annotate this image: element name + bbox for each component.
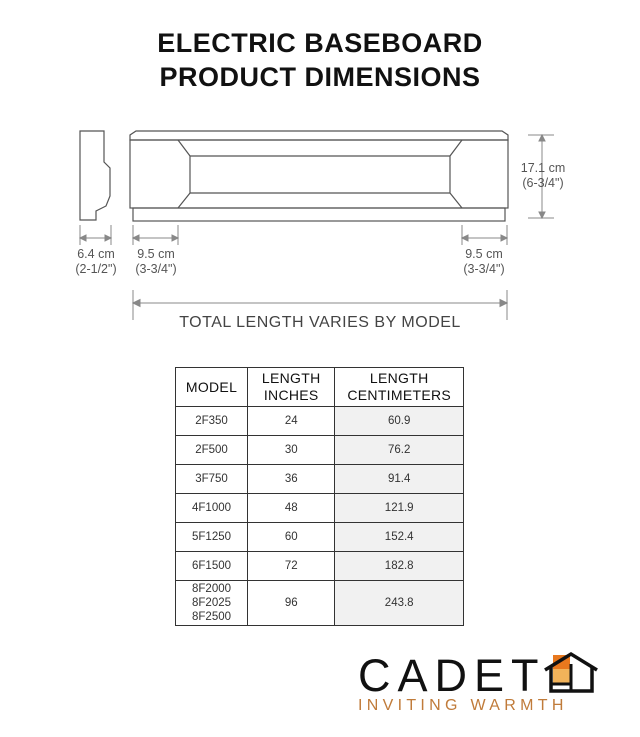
header-model: MODEL (176, 368, 248, 407)
cell-inches: 48 (248, 494, 335, 523)
cell-cm: 60.9 (335, 407, 464, 436)
left-end-in: (3-3/4") (135, 262, 177, 276)
side-profile-drawing (80, 131, 110, 220)
cell-cm: 121.9 (335, 494, 464, 523)
table-header-row (176, 368, 464, 407)
left-end-cm: 9.5 cm (137, 247, 175, 261)
cell-model: 2F350 (176, 407, 248, 436)
cell-inches: 30 (248, 436, 335, 465)
front-view-drawing (130, 131, 508, 221)
cell-cm: 91.4 (335, 465, 464, 494)
table-row (176, 407, 464, 436)
left-end-label (123, 247, 189, 277)
depth-label (64, 247, 128, 277)
header-length-centimeters: LENGTH CENTIMETERS (335, 368, 464, 407)
cell-model: 6F1500 (176, 552, 248, 581)
right-end-cm: 9.5 cm (465, 247, 503, 261)
right-end-dimension-line (462, 225, 507, 245)
cell-model: 2F500 (176, 436, 248, 465)
table-row (176, 523, 464, 552)
brand-tagline: INVITING WARMTH (358, 697, 568, 714)
cell-model: 8F2000 8F2025 8F2500 (176, 581, 248, 626)
table-row (176, 494, 464, 523)
brand-logo-text: CADET (358, 650, 546, 701)
cell-model: 4F1000 (176, 494, 248, 523)
model-dimensions-table (175, 367, 464, 626)
height-label (512, 161, 574, 191)
cell-inches: 36 (248, 465, 335, 494)
cell-cm: 182.8 (335, 552, 464, 581)
house-logo-icon (545, 654, 597, 691)
table-row (176, 436, 464, 465)
table-row (176, 465, 464, 494)
cell-cm: 152.4 (335, 523, 464, 552)
table-row (176, 581, 464, 626)
depth-in: (2-1/2") (75, 262, 117, 276)
cell-inches: 96 (248, 581, 335, 626)
depth-cm: 6.4 cm (77, 247, 115, 261)
title-line-2: PRODUCT DIMENSIONS (159, 62, 481, 92)
cell-model: 3F750 (176, 465, 248, 494)
cell-inches: 60 (248, 523, 335, 552)
cell-inches: 72 (248, 552, 335, 581)
cell-cm: 243.8 (335, 581, 464, 626)
table-row (176, 552, 464, 581)
title-line-1: ELECTRIC BASEBOARD (157, 28, 483, 58)
cell-inches: 24 (248, 407, 335, 436)
right-end-in: (3-3/4") (463, 262, 505, 276)
height-in: (6-3/4") (522, 176, 564, 190)
total-length-label: TOTAL LENGTH VARIES BY MODEL (179, 314, 461, 331)
left-end-dimension-line (133, 225, 178, 245)
height-cm: 17.1 cm (520, 161, 566, 175)
cell-cm: 76.2 (335, 436, 464, 465)
header-length-inches: LENGTH INCHES (248, 368, 335, 407)
depth-dimension-line (80, 225, 111, 245)
right-end-label (451, 247, 517, 277)
cell-model: 5F1250 (176, 523, 248, 552)
